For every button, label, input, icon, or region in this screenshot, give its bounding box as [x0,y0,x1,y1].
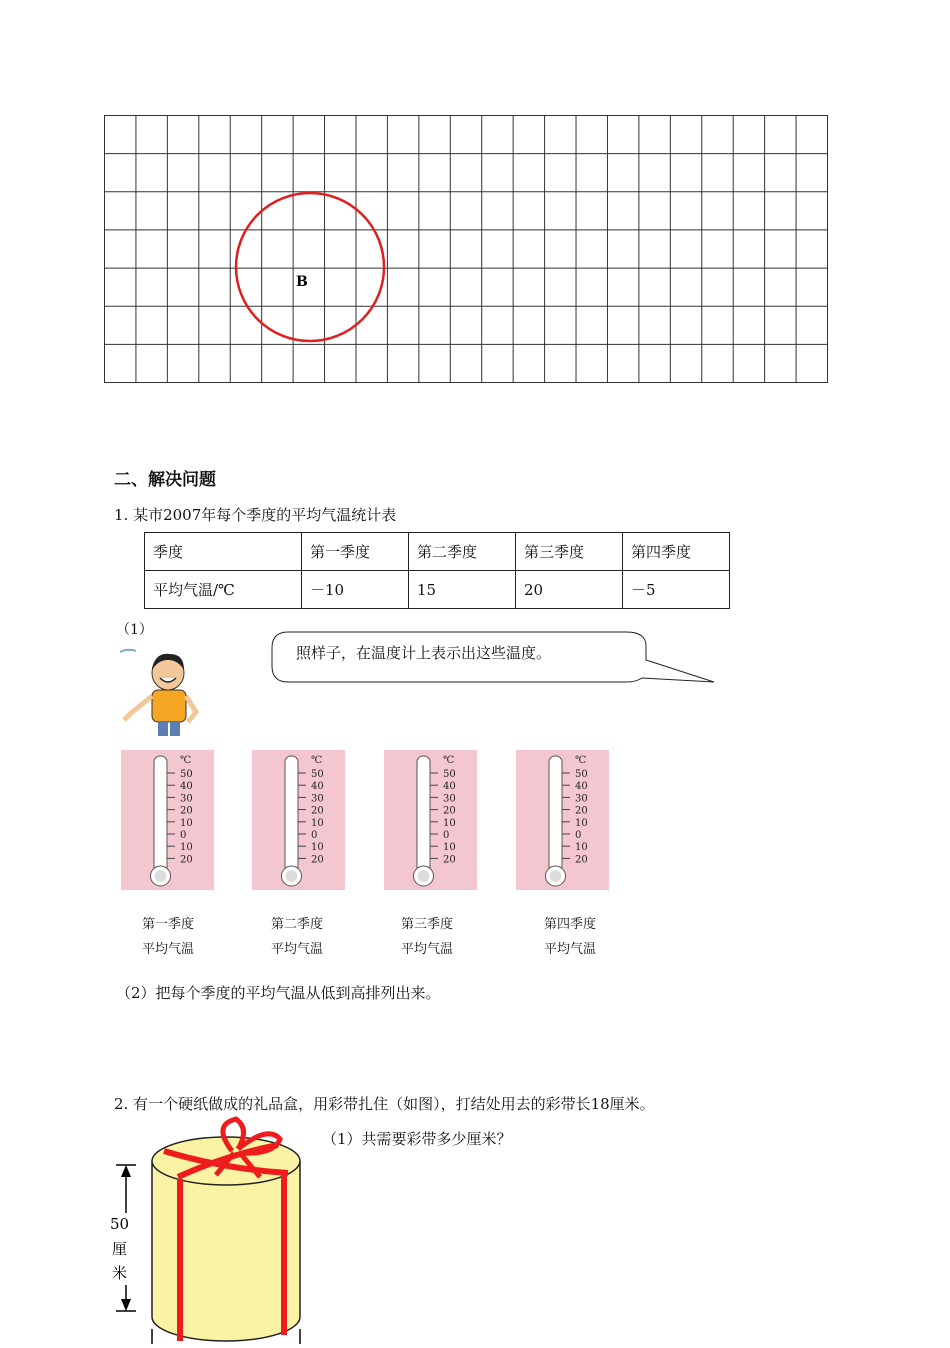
table-cell: 15 [409,571,516,609]
circle [236,193,384,341]
label-line: 平均气温 [543,942,596,957]
thermometer-1 [121,750,214,890]
part-2-text: （2）把每个季度的平均气温从低到高排列出来。 [116,984,441,1002]
label-line: 第一季度 [141,917,194,932]
grid-figure [104,115,828,383]
bubble-text: 照样子，在温度计上表示出这些温度。 [296,644,552,662]
thermometer-tick-label: 0 [575,830,582,841]
thermometer-label [113,912,223,962]
table-cell: 平均气温/℃ [145,571,302,609]
thermometer-tick-label: 10 [443,817,456,829]
thermometer-tick-label: 20 [180,854,193,866]
thermometer-tick-label: 40 [575,781,588,793]
thermometer-tick-label: 30 [311,793,324,805]
table-cell: 第二季度 [409,533,516,571]
thermometer-3 [384,750,477,890]
table-cell: 第三季度 [516,533,623,571]
table-cell: 第四季度 [623,533,730,571]
thermometer-tick-label: 10 [311,817,324,829]
label-line: 平均气温 [270,942,323,957]
boy-illustration [118,648,208,742]
thermometer-tick-label: 30 [443,793,456,805]
thermometer-tick-label: 10 [575,817,588,829]
thermometer-tick-label: 30 [575,793,588,805]
thermometer-4 [516,750,609,890]
question-2-part-1: （1）共需要彩带多少厘米？ [322,1130,512,1148]
thermometer-tick-label: 20 [575,805,588,817]
thermometer-tick-label: 40 [180,781,193,793]
grid-svg [104,115,828,383]
table-cell: 季度 [145,533,302,571]
thermometer-tick-label: 20 [180,805,193,817]
thermometer-tick-label: 50 [180,769,193,780]
table-row [145,571,730,609]
thermometer-tick-label: 0 [443,830,450,841]
part-1-label: （1） [116,622,153,638]
thermometer-tick-label: 50 [311,769,324,780]
thermometer-2 [252,750,345,890]
height-unit-2: 米 [112,1264,128,1282]
thermometer-tick-label: 10 [180,817,193,829]
label-line: 第四季度 [543,917,596,932]
thermometer-tick-label: 20 [443,854,456,866]
height-value: 50 [110,1215,130,1233]
table-cell: 20 [516,571,623,609]
thermometer-tick-label: 40 [443,781,456,793]
thermometer-tick-label: 20 [575,854,588,866]
gift-box-figure [104,1115,324,1348]
thermometer-tick-label: 40 [311,781,324,793]
temperature-table [144,532,730,609]
thermometer-tick-label: 10 [180,842,193,854]
table-row [145,533,730,571]
thermometer-tick-label: 50 [443,769,456,780]
question-1-title: 1. 某市2007年每个季度的平均气温统计表 [114,506,397,524]
thermometer-tick-label: 50 [575,769,588,780]
label-line: 平均气温 [400,942,453,957]
thermometer-unit: ℃ [443,755,455,766]
label-line: 第三季度 [400,917,453,932]
thermometer-unit: ℃ [311,755,323,766]
thermometer-tick-label: 10 [311,842,324,854]
thermometer-label [515,912,625,962]
section-title: 二、解决问题 [114,470,216,490]
label-line: 第二季度 [270,917,323,932]
thermometer-unit: ℃ [180,755,192,766]
thermometer-unit: ℃ [575,755,587,766]
thermometer-tick-label: 10 [575,842,588,854]
thermometer-tick-label: 30 [180,793,193,805]
label-line: 平均气温 [141,942,194,957]
thermometer-label [242,912,352,962]
thermometer-label [372,912,482,962]
table-cell: －10 [302,571,409,609]
thermometer-tick-label: 0 [180,830,187,841]
thermometer-tick-label: 20 [311,854,324,866]
thermometer-tick-label: 20 [443,805,456,817]
thermometer-tick-label: 0 [311,830,318,841]
thermometer-tick-label: 10 [443,842,456,854]
height-unit-1: 厘 [112,1240,128,1258]
table-cell: －5 [623,571,730,609]
point-b-label: B [296,274,308,290]
question-2-title: 2. 有一个硬纸做成的礼品盒，用彩带扎住（如图），打结处用去的彩带长18厘米。 [114,1095,655,1113]
thermometer-tick-label: 20 [311,805,324,817]
table-cell: 第一季度 [302,533,409,571]
